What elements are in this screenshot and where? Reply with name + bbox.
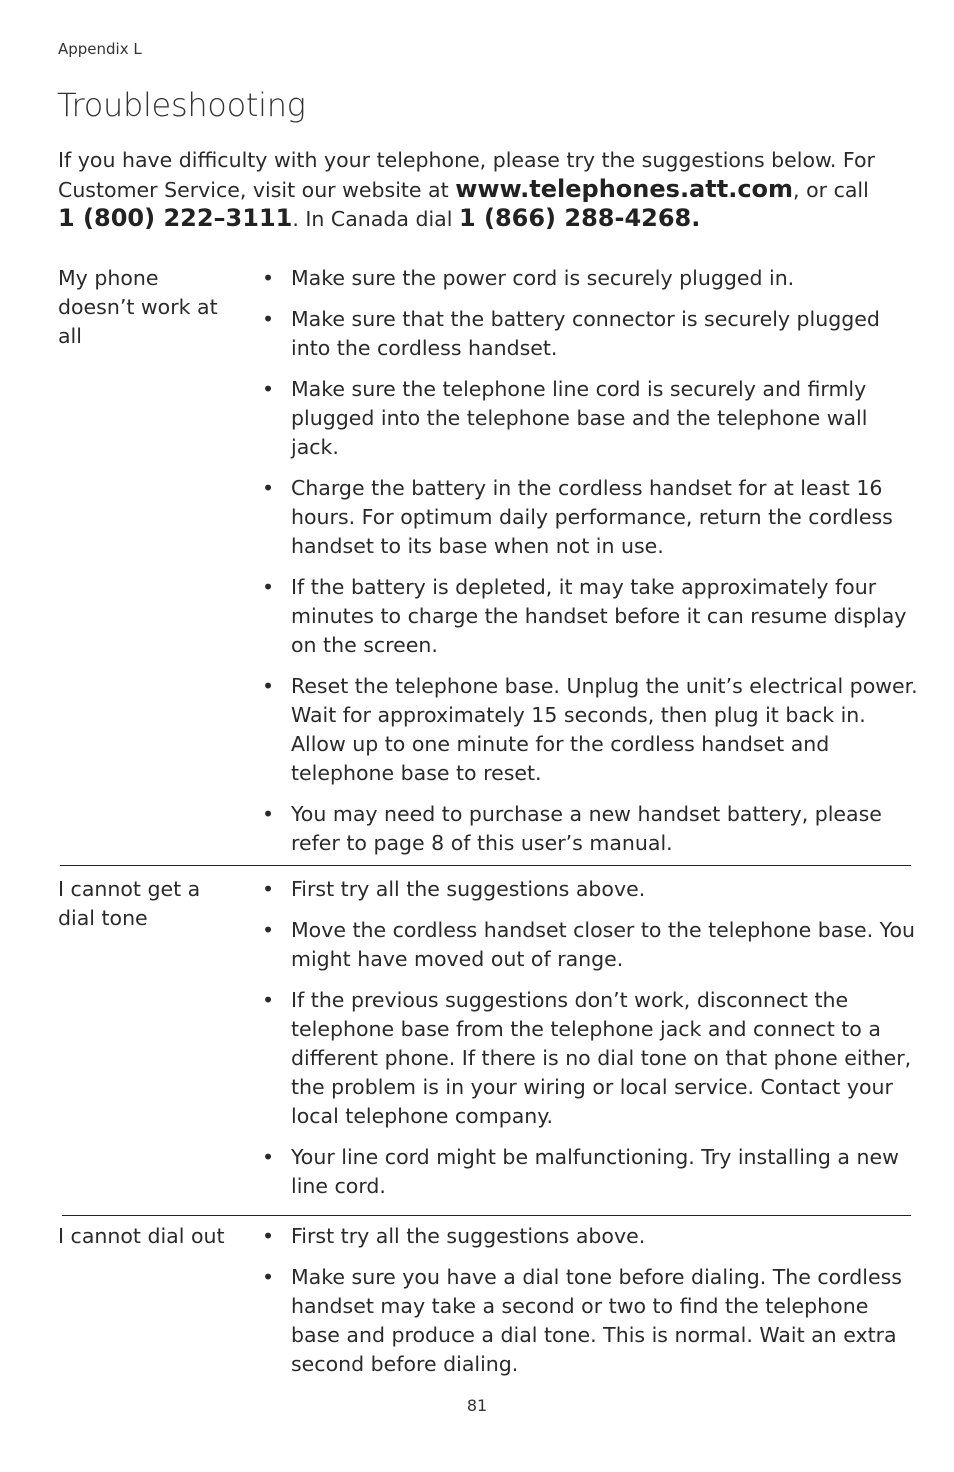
suggestion-item: • If the battery is depleted, it may take approximately four minutes to charge the handset before it can resume display on the screen.	[258, 573, 918, 660]
suggestion-item: • First try all the suggestions above.	[258, 1222, 918, 1251]
suggestion-item: • Reset the telephone base. Unplug the unit’s electrical power. Wait for approximately 15 seconds, then plug it back in. Allow up to one minute for the cordless handset and telephone base to reset.	[258, 672, 918, 788]
suggestion-list	[258, 264, 918, 870]
intro-text-canada: . In Canada dial	[292, 207, 459, 231]
page-number: 81	[466, 1396, 488, 1415]
suggestion-item: • First try all the suggestions above.	[258, 875, 918, 904]
intro-paragraph	[58, 146, 918, 234]
divider	[62, 1215, 911, 1216]
page-title: Troubleshooting	[57, 86, 306, 124]
suggestion-item: • Move the cordless handset closer to the telephone base. You might have moved out of range.	[258, 916, 918, 974]
suggestion-item: • Make sure the telephone line cord is securely and firmly plugged into the telephone base and the telephone wall jack.	[258, 375, 918, 462]
suggestion-item: • You may need to purchase a new handset battery, please refer to page 8 of this user’s manual.	[258, 800, 918, 858]
suggestion-item: • If the previous suggestions don’t work, disconnect the telephone base from the telephone jack and connect to a different phone. If there is no dial tone on that phone either, the problem is in your wiring or local service. Contact your local telephone company.	[258, 986, 918, 1131]
suggestion-item: • Make sure you have a dial tone before dialing. The cordless handset may take a second or two to find the telephone base and produce a dial tone. This is normal. Wait an extra second before dialing.	[258, 1263, 918, 1379]
section-label: Appendix L	[58, 40, 142, 58]
website-link[interactable]: www.telephones.att.com	[455, 174, 794, 203]
problem-label: My phone doesn’t work at all	[58, 266, 218, 348]
divider	[60, 865, 911, 866]
phone-canada: 1 (866) 288-4268	[458, 204, 692, 232]
problem-label: I cannot get a dial tone	[58, 877, 201, 930]
intro-text-call: , or call	[793, 177, 869, 202]
intro-text: If you have difficulty with your telephone, please try the suggestions below. For Customer Service, visit our website at	[58, 148, 875, 202]
suggestion-item: • Make sure the power cord is securely plugged in.	[258, 264, 918, 293]
suggestion-item: • Your line cord might be malfunctioning. Try installing a new line cord.	[258, 1143, 918, 1201]
suggestion-item: • Make sure that the battery connector is securely plugged into the cordless handset.	[258, 305, 918, 363]
problem-label: I cannot dial out	[58, 1224, 225, 1248]
suggestion-list	[258, 875, 918, 1213]
suggestion-item: • Charge the battery in the cordless handset for at least 16 hours. For optimum daily performance, return the cordless handset to its base when not in use.	[258, 474, 918, 561]
phone-us: 1 (800) 222–3111	[58, 204, 293, 232]
suggestion-list	[258, 1222, 918, 1391]
intro-period: .	[691, 204, 701, 232]
